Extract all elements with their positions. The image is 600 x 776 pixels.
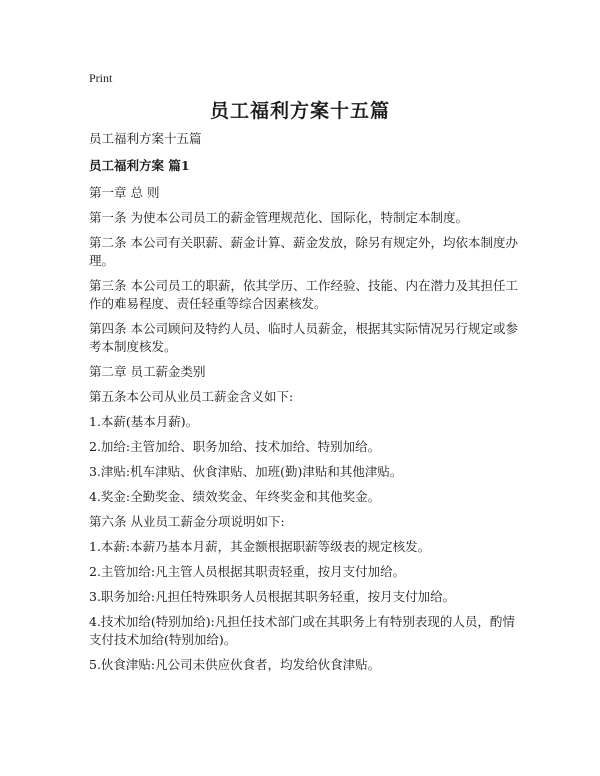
list-item: 5.伙食津贴:凡公司未供应伙食者，均发给伙食津贴。 xyxy=(89,657,381,672)
list-item: 4.奖金:全勤奖金、绩效奖金、年终奖金和其他奖金。 xyxy=(89,489,381,504)
chapter-heading: 第一章 总 则 xyxy=(89,185,160,200)
page-title: 员工福利方案十五篇 xyxy=(209,100,390,122)
paragraph: 第四条 本公司顾问及特约人员、临时人员薪金，根据其实际情况另行规定或参考本制度核发。 xyxy=(89,321,518,354)
paragraph: 第三条 本公司员工的职薪，依其学历、工作经验、技能、内在潜力及其担任工作的难易程度、责任轻重等综合因素核发。 xyxy=(89,278,518,311)
list-item: 1.本薪(基本月薪)。 xyxy=(89,414,199,429)
paragraph: 第五条本公司从业员工薪金含义如下: xyxy=(89,389,294,404)
document-body xyxy=(89,130,519,681)
section-heading: 员工福利方案 篇1 xyxy=(89,158,190,173)
list-item: 2.主管加给:凡主管人员根据其职责轻重，按月支付加给。 xyxy=(89,564,406,579)
list-item: 4.技术加给(特别加给):凡担任技术部门或在其职务上有特别表现的人员，酌情支付技术加给(特别加给)。 xyxy=(89,614,515,647)
print-label: Print xyxy=(89,71,113,85)
paragraph: 第二条 本公司有关职薪、薪金计算、薪金发放，除另有规定外，均依本制度办理。 xyxy=(89,235,518,268)
list-item: 1.本薪:本薪乃基本月薪，其金额根据职薪等级表的规定核发。 xyxy=(89,539,431,554)
paragraph: 第六条 从业员工薪金分项说明如下: xyxy=(89,514,285,529)
list-item: 3.职务加给:凡担任特殊职务人员根据其职务轻重，按月支付加给。 xyxy=(89,589,456,604)
chapter-heading: 第二章 员工薪金类别 xyxy=(89,364,206,379)
list-item: 2.加给:主管加给、职务加给、技术加给、特别加给。 xyxy=(89,439,381,454)
subtitle: 员工福利方案十五篇 xyxy=(89,131,202,146)
list-item: 3.津贴:机车津贴、伙食津贴、加班(勤)津贴和其他津贴。 xyxy=(89,464,403,479)
paragraph: 第一条 为使本公司员工的薪金管理规范化、国际化，特制定本制度。 xyxy=(89,210,468,225)
